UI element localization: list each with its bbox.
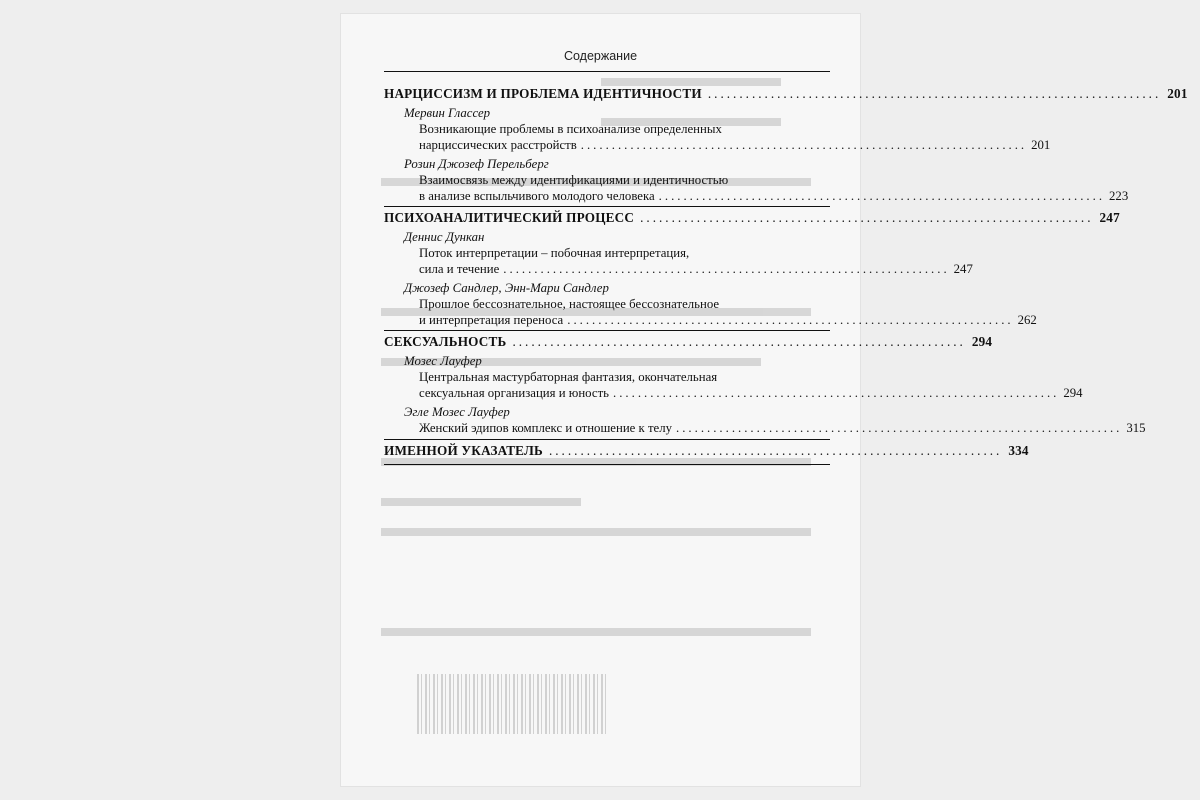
dot-leader: ........................................................................ xyxy=(548,442,1003,458)
entry-title-line: Поток интерпретации – побочная интерпретация, xyxy=(419,246,690,260)
toc-entry[interactable] xyxy=(384,421,1146,437)
dot-leader: ........................................................................ xyxy=(640,210,1094,225)
entry-title-line: Женский эдипов комплекс и отношение к телу xyxy=(419,421,673,435)
entry-page-number: 262 xyxy=(1017,312,1037,327)
entry-title-line: сила и течение xyxy=(419,261,500,276)
toc-section-heading[interactable] xyxy=(384,442,1029,462)
entry-page-number: 315 xyxy=(1126,421,1146,435)
section-divider xyxy=(384,206,830,207)
table-of-contents xyxy=(384,86,1188,468)
toc-section-heading[interactable] xyxy=(384,334,993,353)
dot-leader: ........................................................................ xyxy=(567,312,1014,327)
dot-leader: ........................................................................ xyxy=(658,188,1106,203)
section-page-number: 201 xyxy=(1167,86,1188,101)
dot-leader: ........................................................................ xyxy=(580,137,1028,152)
entry-page-number: 223 xyxy=(1109,188,1129,203)
section-title: НАРЦИССИЗМ И ПРОБЛЕМА ИДЕНТИЧНОСТИ xyxy=(384,86,702,101)
toc-section-heading[interactable] xyxy=(384,210,1120,229)
barcode-show-through xyxy=(417,674,607,734)
entry-author: Мозес Лауфер xyxy=(404,354,482,368)
entry-page-number: 201 xyxy=(1031,137,1051,152)
dot-leader: ........................................................................ xyxy=(512,334,966,349)
section-title: ИМЕННОЙ УКАЗАТЕЛЬ xyxy=(384,442,543,458)
entry-title-line: Возникающие проблемы в психоанализе определенных xyxy=(419,122,722,136)
section-divider xyxy=(384,464,830,465)
entry-title-line: Центральная мастурбаторная фантазия, окончательная xyxy=(419,370,718,384)
toc-entry[interactable] xyxy=(384,297,1037,328)
dot-leader: ........................................................................ xyxy=(503,261,950,276)
section-page-number: 294 xyxy=(971,334,993,349)
entry-page-number: 294 xyxy=(1063,385,1083,400)
entry-page-number: 247 xyxy=(953,261,973,276)
entry-author: Джозеф Сандлер, Энн-Мари Сандлер xyxy=(404,281,609,295)
section-title: ПСИХОАНАЛИТИЧЕСКИЙ ПРОЦЕСС xyxy=(384,210,635,225)
book-page xyxy=(341,14,1188,786)
entry-author: Деннис Дункан xyxy=(404,230,485,244)
entry-title-line: и интерпретация переноса xyxy=(419,312,564,327)
entry-title-line: в анализе вспыльчивого молодого человека xyxy=(419,188,655,203)
entry-author: Розин Джозеф Перельберг xyxy=(404,157,549,171)
entry-title-line: Взаимосвязь между идентификациями и идентичностью xyxy=(419,173,729,187)
section-divider xyxy=(384,330,830,331)
entry-author: Мервин Глассер xyxy=(404,106,491,120)
section-divider xyxy=(384,439,830,440)
toc-entry[interactable] xyxy=(384,370,1083,401)
bleed-bar xyxy=(381,528,811,536)
section-title: СЕКСУАЛЬНОСТЬ xyxy=(384,334,507,349)
header-rule xyxy=(384,71,830,72)
entry-title-line: сексуальная организация и юность xyxy=(419,385,610,400)
toc-entry[interactable] xyxy=(384,246,973,277)
toc-section-heading[interactable] xyxy=(384,86,1188,105)
entry-author: Эгле Мозес Лауфер xyxy=(404,405,510,419)
bleed-bar xyxy=(381,498,581,506)
dot-leader: ........................................................................ xyxy=(613,385,1060,400)
section-page-number: 334 xyxy=(1008,442,1029,458)
dot-leader: ........................................................................ xyxy=(676,421,1123,435)
bleed-bar xyxy=(381,628,811,636)
toc-entry[interactable] xyxy=(384,122,1051,153)
running-head: Содержание xyxy=(563,49,638,63)
bleed-bar xyxy=(601,78,781,86)
dot-leader: ........................................................................ xyxy=(707,86,1162,101)
entry-title-line: Прошлое бессознательное, настоящее бессознательное xyxy=(419,297,720,311)
section-page-number: 247 xyxy=(1099,210,1120,225)
toc-entry[interactable] xyxy=(384,173,1129,204)
entry-title-line: нарциссических расстройств xyxy=(419,137,577,152)
